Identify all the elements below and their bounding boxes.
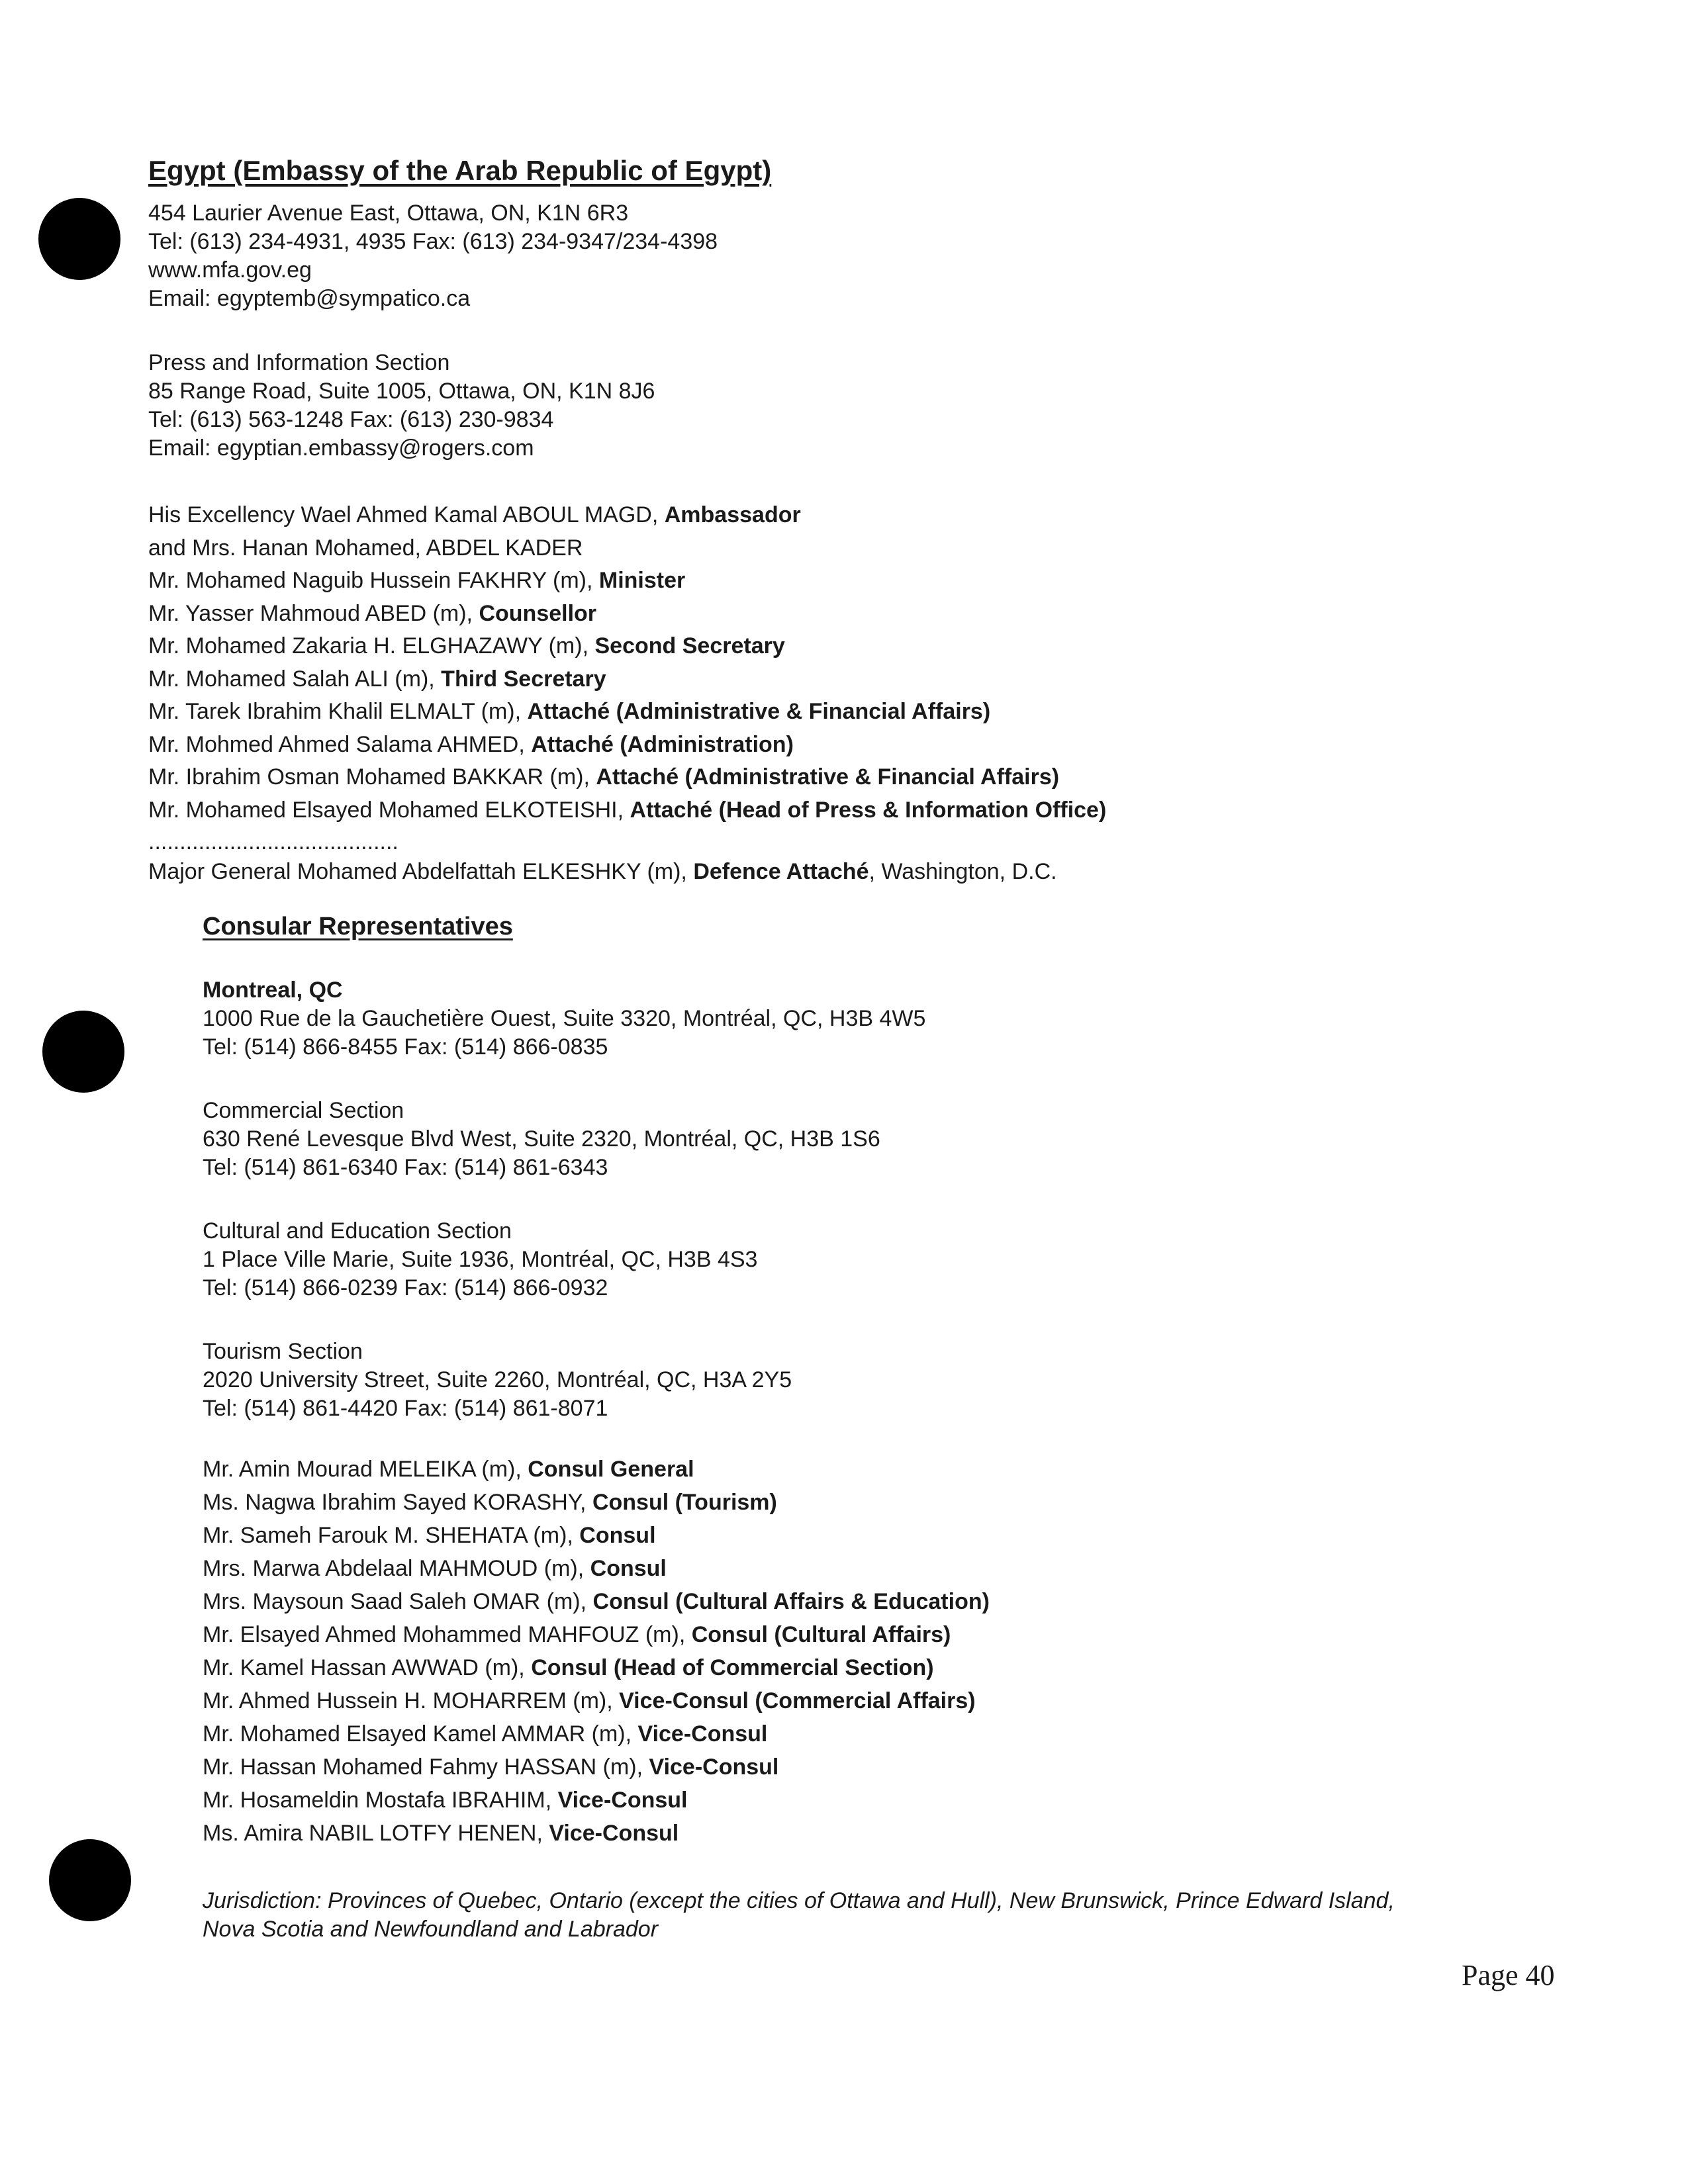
consular-address: 1000 Rue de la Gauchetière Ouest, Suite 3320, Montréal, QC, H3B 4W5 xyxy=(203,1006,926,1031)
staff-name: and Mrs. Hanan Mohamed, ABDEL KADER xyxy=(148,535,583,561)
defence-title: Defence Attaché xyxy=(693,859,869,884)
staff-title: Consul (Tourism) xyxy=(592,1490,777,1515)
staff-row xyxy=(203,1587,990,1616)
staff-title: Consul General xyxy=(528,1457,694,1482)
staff-title: Minister xyxy=(598,568,686,593)
staff-row xyxy=(148,500,801,529)
staff-row xyxy=(148,599,596,628)
staff-row xyxy=(203,1653,934,1682)
staff-name: Mr. Sameh Farouk M. SHEHATA (m), xyxy=(203,1523,580,1548)
staff-title: Attaché (Administrative & Financial Affairs) xyxy=(527,699,991,724)
staff-name: Mr. Ahmed Hussein H. MOHARREM (m), xyxy=(203,1688,620,1713)
staff-name: Mr. Mohamed Salah ALI (m), xyxy=(148,666,442,692)
jurisdiction-line-2: Nova Scotia and Newfoundland and Labrador xyxy=(203,1917,659,1942)
staff-row xyxy=(203,1752,778,1782)
staff-name: Mr. Mohamed Naguib Hussein FAKHRY (m), xyxy=(148,568,599,593)
staff-name: Mrs. Maysoun Saad Saleh OMAR (m), xyxy=(203,1589,593,1614)
defence-suffix: , Washington, D.C. xyxy=(868,859,1057,884)
press-phone: Tel: (613) 563-1248 Fax: (613) 230-9834 xyxy=(148,407,554,432)
tourism-section-phone: Tel: (514) 861-4420 Fax: (514) 861-8071 xyxy=(203,1396,608,1421)
staff-title: Vice-Consul xyxy=(649,1754,779,1780)
staff-title: Attaché (Head of Press & Information Office) xyxy=(630,797,1107,823)
staff-title: Third Secretary xyxy=(441,666,606,692)
staff-name: Mr. Ibrahim Osman Mohamed BAKKAR (m), xyxy=(148,764,596,790)
commercial-section-title: Commercial Section xyxy=(203,1098,404,1123)
punch-hole-bottom xyxy=(49,1839,131,1921)
address-line: 454 Laurier Avenue East, Ottawa, ON, K1N 6R3 xyxy=(148,201,629,226)
defence-attache-line xyxy=(148,857,1057,886)
staff-title: Consul xyxy=(590,1556,667,1581)
consular-heading: Consular Representatives xyxy=(203,913,513,940)
punch-hole-middle xyxy=(42,1011,124,1093)
staff-row xyxy=(148,631,785,660)
phone-line: Tel: (613) 234-4931, 4935 Fax: (613) 234-9347/234-4398 xyxy=(148,229,718,254)
staff-title: Attaché (Administration) xyxy=(531,731,794,757)
press-section-title: Press and Information Section xyxy=(148,350,450,375)
staff-row xyxy=(148,730,794,759)
commercial-section-address: 630 René Levesque Blvd West, Suite 2320, Montréal, QC, H3B 1S6 xyxy=(203,1126,880,1152)
staff-row xyxy=(203,1620,951,1649)
staff-title: Consul (Head of Commercial Section) xyxy=(531,1655,934,1680)
staff-row xyxy=(148,762,1059,792)
staff-name: Mr. Kamel Hassan AWWAD (m), xyxy=(203,1655,532,1680)
cultural-section-phone: Tel: (514) 866-0239 Fax: (514) 866-0932 xyxy=(203,1275,608,1300)
press-address: 85 Range Road, Suite 1005, Ottawa, ON, K1N 8J6 xyxy=(148,379,655,404)
staff-row xyxy=(148,533,583,563)
staff-name: Mr. Amin Mourad MELEIKA (m), xyxy=(203,1457,528,1482)
tourism-section-address: 2020 University Street, Suite 2260, Montréal, QC, H3A 2Y5 xyxy=(203,1367,792,1392)
consular-phone: Tel: (514) 866-8455 Fax: (514) 866-0835 xyxy=(203,1034,608,1060)
staff-row xyxy=(203,1521,656,1550)
staff-title: Counsellor xyxy=(479,600,597,626)
punch-hole-top xyxy=(38,198,120,280)
staff-row xyxy=(203,1719,767,1749)
cultural-section-address: 1 Place Ville Marie, Suite 1936, Montréal, QC, H3B 4S3 xyxy=(203,1247,758,1272)
staff-name: Mr. Mohamed Elsayed Kamel AMMAR (m), xyxy=(203,1721,638,1747)
press-email: Email: egyptian.embassy@rogers.com xyxy=(148,435,534,461)
separator-dots: ........................................ xyxy=(148,829,399,854)
staff-name: Mr. Mohamed Zakaria H. ELGHAZAWY (m), xyxy=(148,633,595,659)
staff-name: His Excellency Wael Ahmed Kamal ABOUL MAGD, xyxy=(148,502,665,527)
defence-name: Major General Mohamed Abdelfattah ELKESHKY (m), xyxy=(148,859,694,884)
staff-name: Mr. Elsayed Ahmed Mohammed MAHFOUZ (m), xyxy=(203,1622,692,1647)
staff-title: Second Secretary xyxy=(594,633,785,659)
consular-city: Montreal, QC xyxy=(203,978,343,1003)
staff-row xyxy=(148,796,1106,825)
staff-title: Vice-Consul xyxy=(637,1721,768,1747)
staff-row xyxy=(148,664,606,694)
staff-title: Consul xyxy=(579,1523,656,1548)
staff-title: Ambassador xyxy=(664,502,801,527)
staff-title: Vice-Consul xyxy=(549,1821,679,1846)
staff-name: Ms. Nagwa Ibrahim Sayed KORASHY, xyxy=(203,1490,592,1515)
tourism-section-title: Tourism Section xyxy=(203,1339,363,1364)
staff-name: Mr. Hassan Mohamed Fahmy HASSAN (m), xyxy=(203,1754,649,1780)
staff-row xyxy=(203,1488,777,1517)
staff-title: Consul (Cultural Affairs & Education) xyxy=(592,1589,990,1614)
staff-name: Mrs. Marwa Abdelaal MAHMOUD (m), xyxy=(203,1556,590,1581)
staff-name: Mr. Mohmed Ahmed Salama AHMED, xyxy=(148,731,532,757)
staff-name: Ms. Amira NABIL LOTFY HENEN, xyxy=(203,1821,549,1846)
staff-name: Mr. Tarek Ibrahim Khalil ELMALT (m), xyxy=(148,699,528,724)
staff-name: Mr. Mohamed Elsayed Mohamed ELKOTEISHI, xyxy=(148,797,630,823)
staff-row xyxy=(203,1786,687,1815)
staff-row xyxy=(148,566,685,595)
staff-row xyxy=(148,697,990,726)
website-line: www.mfa.gov.eg xyxy=(148,257,312,283)
staff-title: Vice-Consul (Commercial Affairs) xyxy=(619,1688,976,1713)
staff-title: Attaché (Administrative & Financial Affairs) xyxy=(596,764,1060,790)
staff-row xyxy=(203,1819,679,1848)
cultural-section-title: Cultural and Education Section xyxy=(203,1218,512,1244)
staff-row xyxy=(203,1686,976,1715)
page-number: Page 40 xyxy=(1462,1959,1555,1991)
staff-title: Consul (Cultural Affairs) xyxy=(691,1622,951,1647)
staff-name: Mr. Hosameldin Mostafa IBRAHIM, xyxy=(203,1788,558,1813)
staff-title: Vice-Consul xyxy=(557,1788,688,1813)
jurisdiction-line-1: Jurisdiction: Provinces of Quebec, Ontario (except the cities of Ottawa and Hull), New Brunswick, Prince Edward Island, xyxy=(203,1888,1395,1913)
staff-row xyxy=(203,1554,667,1583)
commercial-section-phone: Tel: (514) 861-6340 Fax: (514) 861-6343 xyxy=(203,1155,608,1180)
email-line: Email: egyptemb@sympatico.ca xyxy=(148,286,471,311)
embassy-title: Egypt (Embassy of the Arab Republic of Egypt) xyxy=(148,155,772,186)
staff-name: Mr. Yasser Mahmoud ABED (m), xyxy=(148,600,479,626)
staff-row xyxy=(203,1455,694,1484)
